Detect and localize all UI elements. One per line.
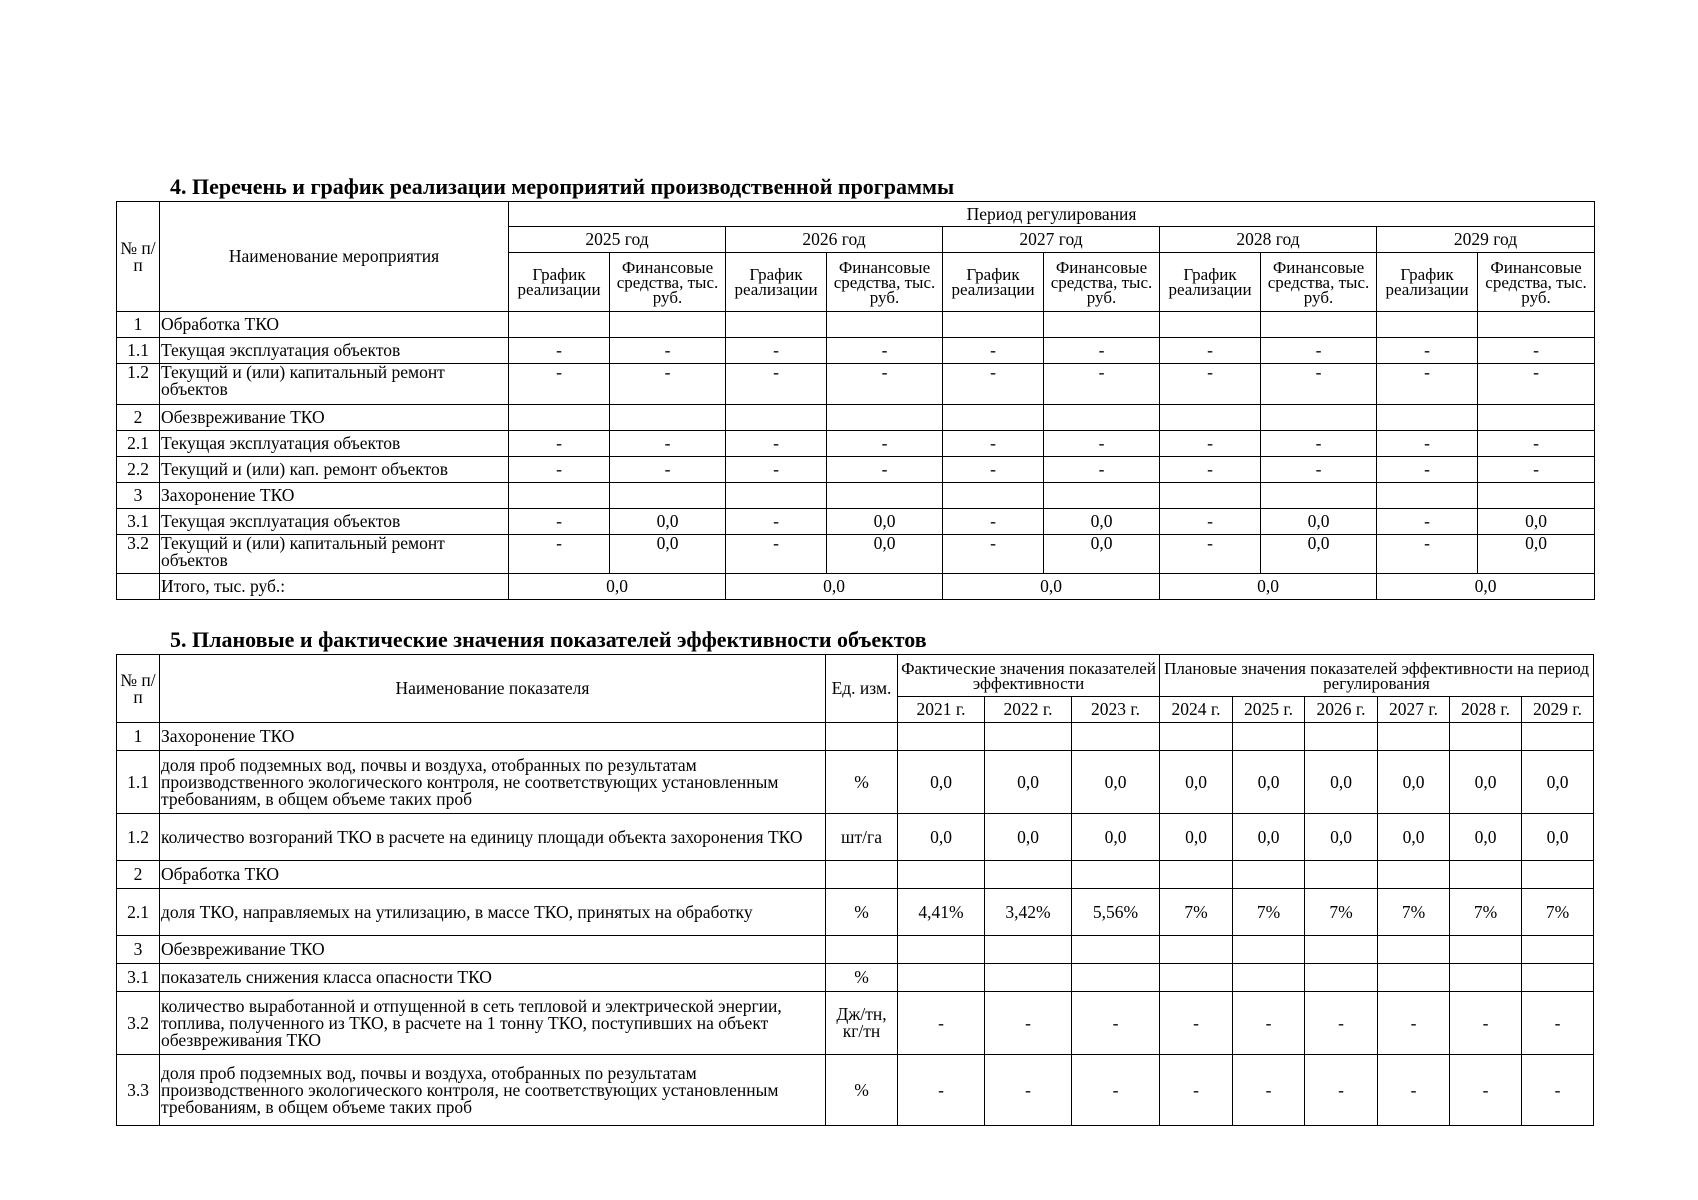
finance-cell: 0,0 — [1044, 509, 1160, 535]
schedule-cell: - — [1377, 431, 1478, 457]
year-header: 2028 год — [1160, 227, 1377, 253]
schedule-cell: - — [726, 431, 827, 457]
finance-cell — [610, 483, 726, 509]
schedule-cell — [726, 312, 827, 338]
fact-value-cell — [985, 964, 1072, 992]
table-row — [117, 723, 1594, 751]
row-number: 2.1 — [117, 431, 160, 457]
plan-value-cell: 7% — [1233, 889, 1305, 936]
plan-value-cell — [1450, 723, 1522, 751]
year-total: 0,0 — [726, 574, 943, 600]
plan-value-cell: 0,0 — [1160, 751, 1233, 814]
table-row — [117, 814, 1594, 861]
finance-cell — [827, 405, 943, 431]
section4-title: 4. Перечень и график реализации мероприятий производственной программы — [170, 174, 955, 199]
unit-cell — [826, 861, 898, 889]
plan-value-cell: 0,0 — [1305, 814, 1378, 861]
unit-cell: % — [826, 1055, 898, 1126]
finance-cell: - — [1261, 431, 1377, 457]
row-number: 1 — [117, 312, 160, 338]
activity-name: Текущая эксплуатация объектов — [160, 431, 509, 457]
col-header-indicator: Наименование показателя — [160, 655, 826, 723]
plan-value-cell — [1522, 964, 1594, 992]
schedule-cell: - — [943, 509, 1044, 535]
schedule-cell: - — [943, 364, 1044, 405]
schedule-cell — [943, 483, 1044, 509]
year-total: 0,0 — [509, 574, 726, 600]
finance-cell: 0,0 — [1478, 535, 1595, 574]
row-number: 3 — [117, 483, 160, 509]
schedule-cell — [509, 483, 610, 509]
year-total: 0,0 — [1377, 574, 1595, 600]
plan-value-cell — [1378, 861, 1450, 889]
schedule-cell — [726, 405, 827, 431]
finance-header: Финансовые средства, тыс. руб. — [1044, 253, 1160, 312]
finance-cell: - — [1044, 457, 1160, 483]
finance-cell — [1044, 312, 1160, 338]
fact-value-cell — [985, 723, 1072, 751]
plan-value-cell — [1305, 936, 1378, 964]
finance-cell — [1478, 483, 1595, 509]
plan-value-cell — [1522, 861, 1594, 889]
finance-cell: 0,0 — [827, 535, 943, 574]
plan-value-cell: 0,0 — [1305, 751, 1378, 814]
finance-cell: - — [827, 338, 943, 364]
finance-header: Финансовые средства, тыс. руб. — [1478, 253, 1595, 312]
unit-cell: % — [826, 964, 898, 992]
row-number: 2 — [117, 861, 160, 889]
fact-value-cell — [1072, 861, 1160, 889]
fact-value-cell: - — [985, 1055, 1072, 1126]
plan-value-cell — [1160, 964, 1233, 992]
year-total: 0,0 — [943, 574, 1160, 600]
section5-title: 5. Плановые и фактические значения показателей эффективности объектов — [170, 627, 927, 652]
finance-cell: - — [827, 431, 943, 457]
row-number: 3.2 — [117, 992, 160, 1055]
plan-value-cell — [1450, 936, 1522, 964]
plan-year-header: 2024 г. — [1160, 697, 1233, 723]
period-header: Период регулирования — [509, 202, 1595, 227]
schedule-cell: - — [1160, 431, 1261, 457]
plan-value-cell — [1160, 936, 1233, 964]
fact-value-cell: 0,0 — [985, 751, 1072, 814]
schedule-cell — [943, 312, 1044, 338]
finance-cell: 0,0 — [610, 509, 726, 535]
plan-value-cell: - — [1233, 992, 1305, 1055]
plan-value-cell: 0,0 — [1450, 814, 1522, 861]
table-row — [117, 751, 1594, 814]
finance-header: Финансовые средства, тыс. руб. — [827, 253, 943, 312]
row-number: 3.1 — [117, 964, 160, 992]
col-header-name: Наименование мероприятия — [160, 202, 509, 312]
indicator-name: доля проб подземных вод, почвы и воздуха, отобранных по результатам производственного экологического контроля, не соответствующих установленным требованиям, в общем объеме таких проб — [160, 1055, 826, 1126]
plan-value-cell: 7% — [1522, 889, 1594, 936]
fact-value-cell — [1072, 936, 1160, 964]
schedule-header: График реализации — [943, 253, 1044, 312]
table-row — [117, 364, 1595, 405]
finance-cell — [1044, 483, 1160, 509]
table-row — [117, 992, 1594, 1055]
plan-value-cell — [1160, 723, 1233, 751]
schedule-cell: - — [943, 431, 1044, 457]
finance-cell: - — [1044, 431, 1160, 457]
fact-value-cell — [985, 936, 1072, 964]
plan-value-cell: - — [1378, 1055, 1450, 1126]
finance-cell: - — [1261, 364, 1377, 405]
fact-value-cell: 0,0 — [985, 814, 1072, 861]
activity-name: Текущий и (или) кап. ремонт объектов — [160, 457, 509, 483]
plan-year-header: 2029 г. — [1522, 697, 1594, 723]
col-header-no: № п/п — [117, 655, 160, 723]
schedule-cell: - — [509, 457, 610, 483]
schedule-cell: - — [1160, 509, 1261, 535]
indicators-table — [116, 654, 1594, 1126]
schedule-cell: - — [943, 457, 1044, 483]
activity-name: Захоронение ТКО — [160, 483, 509, 509]
schedule-cell: - — [1377, 457, 1478, 483]
plan-value-cell: 0,0 — [1378, 751, 1450, 814]
schedule-cell: - — [509, 338, 610, 364]
finance-cell — [1044, 405, 1160, 431]
activity-name: Текущая эксплуатация объектов — [160, 338, 509, 364]
finance-cell: 0,0 — [1044, 535, 1160, 574]
activity-name: Текущая эксплуатация объектов — [160, 509, 509, 535]
year-header: 2027 год — [943, 227, 1160, 253]
plan-year-header: 2028 г. — [1450, 697, 1522, 723]
schedule-cell — [509, 312, 610, 338]
fact-value-cell: - — [1072, 1055, 1160, 1126]
indicator-name: Обработка ТКО — [160, 861, 826, 889]
row-number: 3 — [117, 936, 160, 964]
fact-value-cell — [1072, 723, 1160, 751]
plan-value-cell — [1450, 861, 1522, 889]
schedule-header: График реализации — [1377, 253, 1478, 312]
schedule-cell — [1377, 483, 1478, 509]
total-label: Итого, тыс. руб.: — [160, 574, 509, 600]
plan-value-cell — [1233, 861, 1305, 889]
plan-value-cell — [1233, 936, 1305, 964]
plan-value-cell — [1233, 964, 1305, 992]
finance-cell: - — [1261, 457, 1377, 483]
table-row — [117, 1055, 1594, 1126]
schedule-cell: - — [1160, 364, 1261, 405]
finance-cell: - — [1261, 338, 1377, 364]
finance-cell — [1261, 312, 1377, 338]
activity-name: Обезвреживание ТКО — [160, 405, 509, 431]
table-row — [117, 312, 1595, 338]
table-row — [117, 964, 1594, 992]
unit-cell: % — [826, 889, 898, 936]
finance-cell: - — [1478, 364, 1595, 405]
plan-value-cell: - — [1160, 1055, 1233, 1126]
plan-value-cell: - — [1450, 992, 1522, 1055]
finance-cell: - — [610, 338, 726, 364]
schedule-cell — [943, 405, 1044, 431]
activity-name: Текущий и (или) капитальный ремонт объектов — [160, 364, 509, 405]
row-number: 1 — [117, 723, 160, 751]
table-row — [117, 405, 1595, 431]
table-row — [117, 509, 1595, 535]
fact-value-cell: 5,56% — [1072, 889, 1160, 936]
schedule-cell: - — [1160, 535, 1261, 574]
finance-cell — [1478, 405, 1595, 431]
indicator-name: показатель снижения класса опасности ТКО — [160, 964, 826, 992]
fact-value-cell: 0,0 — [1072, 751, 1160, 814]
row-number: 2.1 — [117, 889, 160, 936]
col-header-no: № п/п — [117, 202, 160, 312]
year-header: 2029 год — [1377, 227, 1595, 253]
plan-value-cell — [1305, 964, 1378, 992]
fact-value-cell — [898, 723, 985, 751]
table-row — [117, 483, 1595, 509]
plan-value-cell: 7% — [1160, 889, 1233, 936]
plan-value-cell — [1522, 936, 1594, 964]
plan-values-header: Плановые значения показателей эффективности на период регулирования — [1160, 655, 1594, 697]
fact-value-cell — [1072, 964, 1160, 992]
plan-value-cell: 0,0 — [1233, 814, 1305, 861]
fact-value-cell: 0,0 — [898, 814, 985, 861]
plan-value-cell: - — [1305, 992, 1378, 1055]
unit-cell: % — [826, 751, 898, 814]
row-number: 2 — [117, 405, 160, 431]
indicator-name: доля ТКО, направляемых на утилизацию, в массе ТКО, принятых на обработку — [160, 889, 826, 936]
schedule-cell: - — [1377, 364, 1478, 405]
plan-value-cell: - — [1522, 1055, 1594, 1126]
fact-value-cell: - — [898, 1055, 985, 1126]
table-row — [117, 431, 1595, 457]
row-number: 1.2 — [117, 814, 160, 861]
finance-cell — [827, 483, 943, 509]
year-header: 2026 год — [726, 227, 943, 253]
finance-cell — [1478, 312, 1595, 338]
year-total: 0,0 — [1160, 574, 1377, 600]
finance-cell: - — [1044, 364, 1160, 405]
indicator-name: Обезвреживание ТКО — [160, 936, 826, 964]
plan-value-cell: 0,0 — [1160, 814, 1233, 861]
indicator-name: доля проб подземных вод, почвы и воздуха, отобранных по результатам производственного экологического контроля, не соответствующих установленным требованиям, в общем объеме таких проб — [160, 751, 826, 814]
finance-cell — [610, 312, 726, 338]
plan-value-cell: - — [1305, 1055, 1378, 1126]
table-row — [117, 936, 1594, 964]
fact-values-header: Фактические значения показателей эффективности — [898, 655, 1160, 697]
plan-value-cell: 0,0 — [1522, 814, 1594, 861]
fact-value-cell — [985, 861, 1072, 889]
schedule-cell: - — [1377, 535, 1478, 574]
finance-cell: - — [1478, 431, 1595, 457]
schedule-cell — [1377, 405, 1478, 431]
unit-cell: шт/га — [826, 814, 898, 861]
table-row — [117, 457, 1595, 483]
schedule-cell: - — [726, 457, 827, 483]
plan-value-cell: 0,0 — [1378, 814, 1450, 861]
schedule-cell — [1377, 312, 1478, 338]
plan-value-cell — [1378, 964, 1450, 992]
row-number: 2.2 — [117, 457, 160, 483]
year-header: 2025 год — [509, 227, 726, 253]
plan-value-cell — [1378, 723, 1450, 751]
finance-cell: 0,0 — [1261, 535, 1377, 574]
schedule-cell — [509, 405, 610, 431]
finance-cell: - — [610, 364, 726, 405]
activity-name: Обработка ТКО — [160, 312, 509, 338]
plan-value-cell — [1378, 936, 1450, 964]
unit-cell — [826, 723, 898, 751]
fact-value-cell — [898, 964, 985, 992]
plan-value-cell: 7% — [1378, 889, 1450, 936]
schedule-cell: - — [1377, 338, 1478, 364]
row-number: 3.1 — [117, 509, 160, 535]
finance-cell — [1261, 405, 1377, 431]
fact-value-cell: 0,0 — [898, 751, 985, 814]
table-row — [117, 338, 1595, 364]
finance-cell: 0,0 — [610, 535, 726, 574]
finance-cell: 0,0 — [1478, 509, 1595, 535]
schedule-cell: - — [726, 338, 827, 364]
plan-value-cell — [1522, 723, 1594, 751]
row-number: 1.2 — [117, 364, 160, 405]
total-row — [117, 574, 1595, 600]
fact-value-cell: 4,41% — [898, 889, 985, 936]
schedule-header: График реализации — [509, 253, 610, 312]
schedule-cell: - — [726, 364, 827, 405]
fact-value-cell: - — [985, 992, 1072, 1055]
plan-value-cell: - — [1522, 992, 1594, 1055]
fact-value-cell: 3,42% — [985, 889, 1072, 936]
schedule-cell: - — [509, 431, 610, 457]
table-row — [117, 889, 1594, 936]
row-number: 1.1 — [117, 751, 160, 814]
plan-value-cell: - — [1233, 1055, 1305, 1126]
fact-value-cell — [898, 861, 985, 889]
finance-header: Финансовые средства, тыс. руб. — [1261, 253, 1377, 312]
plan-year-header: 2027 г. — [1378, 697, 1450, 723]
fact-value-cell: - — [898, 992, 985, 1055]
table-row — [117, 861, 1594, 889]
plan-value-cell: - — [1160, 992, 1233, 1055]
col-header-unit: Ед. изм. — [826, 655, 898, 723]
plan-value-cell: - — [1450, 1055, 1522, 1126]
schedule-cell: - — [943, 338, 1044, 364]
finance-cell — [1261, 483, 1377, 509]
schedule-cell — [1160, 405, 1261, 431]
row-number: 3.3 — [117, 1055, 160, 1126]
schedule-cell — [1160, 483, 1261, 509]
finance-cell — [827, 312, 943, 338]
fact-year-header: 2023 г. — [1072, 697, 1160, 723]
plan-value-cell: 0,0 — [1450, 751, 1522, 814]
fact-value-cell — [898, 936, 985, 964]
row-number: 1.1 — [117, 338, 160, 364]
plan-value-cell: 7% — [1450, 889, 1522, 936]
plan-value-cell: 7% — [1305, 889, 1378, 936]
plan-value-cell — [1450, 964, 1522, 992]
finance-cell: - — [827, 457, 943, 483]
schedule-cell: - — [1160, 338, 1261, 364]
finance-header: Финансовые средства, тыс. руб. — [610, 253, 726, 312]
finance-cell: 0,0 — [1261, 509, 1377, 535]
plan-value-cell: 0,0 — [1522, 751, 1594, 814]
schedule-cell — [726, 483, 827, 509]
finance-cell: - — [610, 457, 726, 483]
fact-value-cell: 0,0 — [1072, 814, 1160, 861]
plan-value-cell: - — [1378, 992, 1450, 1055]
schedule-cell: - — [509, 509, 610, 535]
fact-value-cell: - — [1072, 992, 1160, 1055]
schedule-cell: - — [726, 535, 827, 574]
schedule-header: График реализации — [1160, 253, 1261, 312]
schedule-cell: - — [509, 535, 610, 574]
activity-name: Текущий и (или) капитальный ремонт объектов — [160, 535, 509, 574]
plan-value-cell — [1305, 861, 1378, 889]
plan-value-cell — [1305, 723, 1378, 751]
schedule-cell: - — [509, 364, 610, 405]
finance-cell: - — [1478, 338, 1595, 364]
indicator-name: количество выработанной и отпущенной в сеть тепловой и электрической энергии, топлива, полученного из ТКО, в расчете на 1 тонну ТКО, поступивших на объект обезвреживания ТКО — [160, 992, 826, 1055]
total-empty-cell — [117, 574, 160, 600]
finance-cell: - — [827, 364, 943, 405]
table-row — [117, 535, 1595, 574]
fact-year-header: 2021 г. — [898, 697, 985, 723]
activities-table — [116, 201, 1595, 600]
schedule-cell: - — [726, 509, 827, 535]
fact-year-header: 2022 г. — [985, 697, 1072, 723]
finance-cell — [610, 405, 726, 431]
finance-cell: - — [1478, 457, 1595, 483]
unit-cell: Дж/тн, кг/тн — [826, 992, 898, 1055]
schedule-cell: - — [1160, 457, 1261, 483]
plan-year-header: 2025 г. — [1233, 697, 1305, 723]
plan-value-cell — [1160, 861, 1233, 889]
finance-cell: - — [1044, 338, 1160, 364]
indicator-name: Захоронение ТКО — [160, 723, 826, 751]
unit-cell — [826, 936, 898, 964]
schedule-cell: - — [943, 535, 1044, 574]
finance-cell: - — [610, 431, 726, 457]
schedule-header: График реализации — [726, 253, 827, 312]
plan-value-cell: 0,0 — [1233, 751, 1305, 814]
indicator-name: количество возгораний ТКО в расчете на единицу площади объекта захоронения ТКО — [160, 814, 826, 861]
plan-year-header: 2026 г. — [1305, 697, 1378, 723]
row-number: 3.2 — [117, 535, 160, 574]
finance-cell: 0,0 — [827, 509, 943, 535]
schedule-cell — [1160, 312, 1261, 338]
plan-value-cell — [1233, 723, 1305, 751]
schedule-cell: - — [1377, 509, 1478, 535]
